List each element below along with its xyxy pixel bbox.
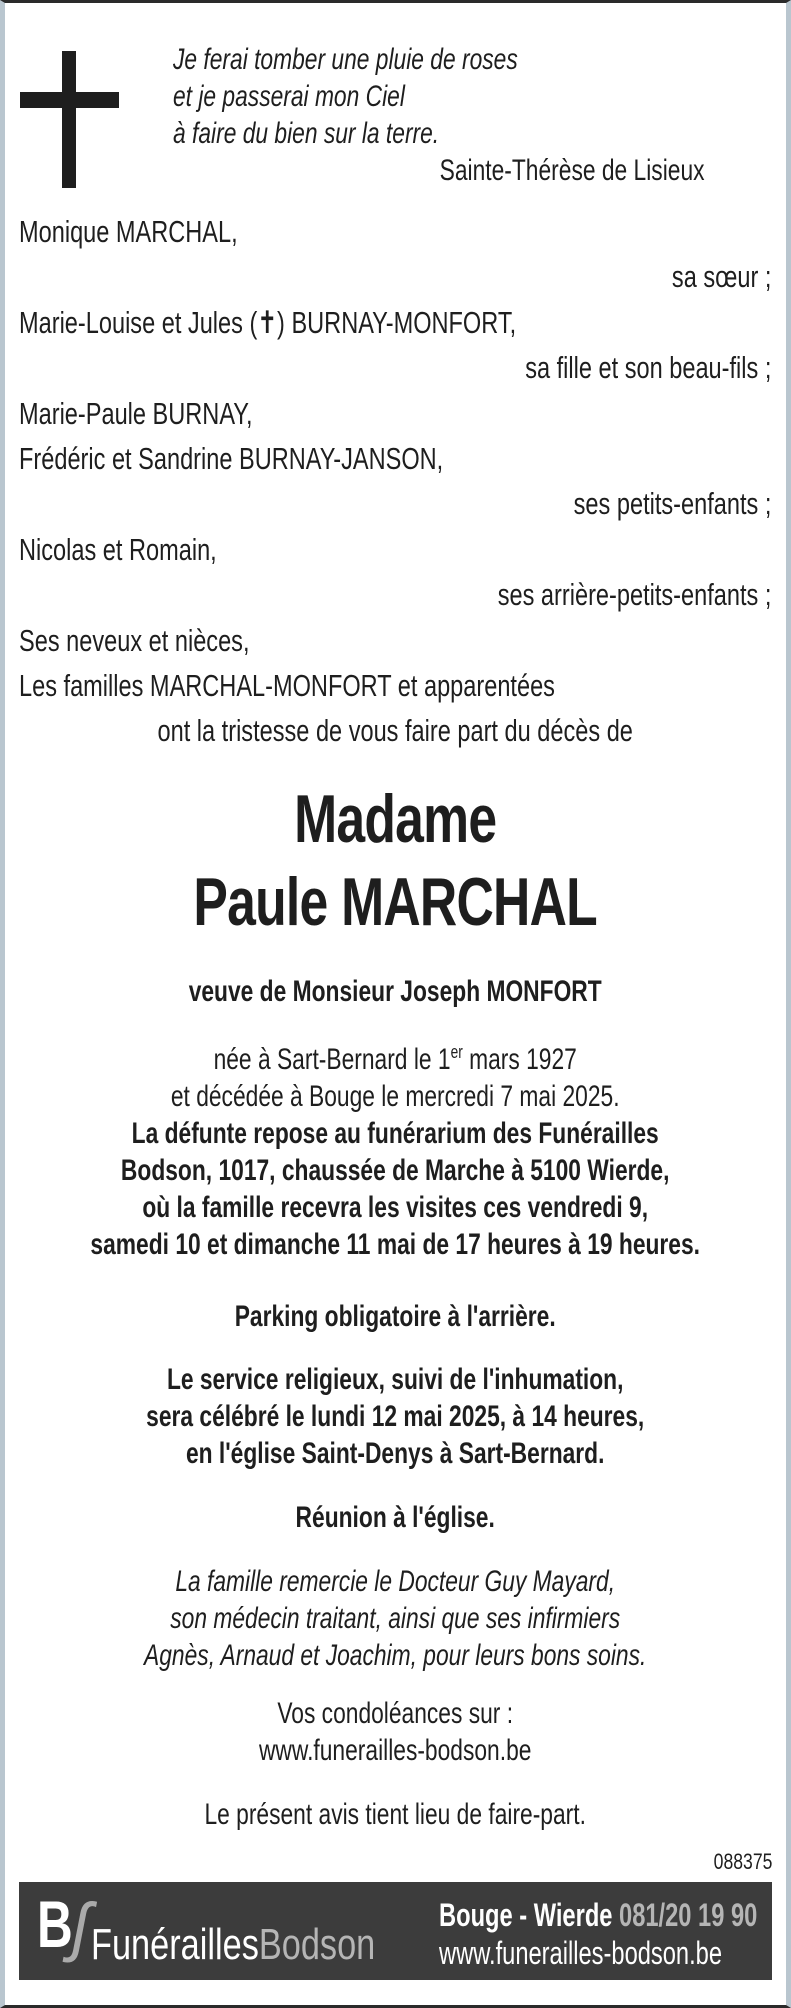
location: Bouge - Wierde [439,1897,613,1933]
family-line: sa sœur ; [671,259,772,295]
service-line: sera célébré le lundi 12 mai 2025, à 14 heures, [146,1400,645,1433]
widow-wrap [19,973,772,1010]
meeting-wrap [19,1499,772,1536]
service-line: en l'église Saint-Denys à Sart-Bernard. [185,1437,605,1470]
service-line: Le service religieux, suivi de l'inhumation, [166,1363,624,1396]
family-line: sa fille et son beau-fils ; [525,350,772,386]
family-line: ses arrière-petits-enfants ; [497,577,772,613]
thanks [19,1563,772,1674]
family-line: ses petits-enfants ; [573,486,772,522]
quote-author-wrap [19,152,772,189]
condolences-label: Vos condoléances sur : [277,1697,514,1730]
quote-line: Je ferai tomber une pluie de roses [173,43,518,76]
family-line: Nicolas et Romain, [19,531,217,567]
condolences [19,1695,772,1769]
birth-line [19,1041,771,1078]
visitation-line: Bodson, 1017, chaussée de Marche à 5100 Wierde, [120,1154,670,1187]
brand-name [91,1920,375,1970]
thanks-line: son médecin traitant, ainsi que ses infirmiers [170,1602,621,1635]
service [19,1361,772,1472]
notice-wrap [19,1796,772,1833]
birth-sup: er [450,1042,463,1062]
thanks-line: Agnès, Arnaud et Joachim, pour leurs bons soins. [144,1639,647,1672]
family-list [19,209,772,754]
family-line: Ses neveux et nièces, [19,622,250,658]
quote-line: à faire du bien sur la terre. [173,117,440,150]
quote-author: Sainte-Thérèse de Lisieux [439,154,705,187]
quote-line: et je passerai mon Ciel [173,80,405,113]
deceased-name [19,778,772,944]
meeting-note: Réunion à l'église. [295,1501,495,1534]
website-link[interactable]: www.funerailles-bodson.be [439,1935,723,1971]
birth-date: mars 1927 [462,1043,577,1076]
death-line: et décédée à Bouge le mercredi 7 mai 2025. [170,1080,620,1113]
phone[interactable]: 081/20 19 90 [619,1897,758,1933]
contact [439,1896,757,1972]
deceased-full-name: Paule MARCHAL [193,864,597,940]
family-line: Frédéric et Sandrine BURNAY-JANSON, [19,441,444,477]
family-line: Marie-Louise et Jules (✝) BURNAY-MONFORT, [19,304,517,340]
reference-number: 088375 [713,1849,772,1874]
deceased-title: Madame [294,781,497,857]
condolences-link[interactable]: www.funerailles-bodson.be [258,1734,532,1767]
quote [173,41,733,152]
parking-note: Parking obligatoire à l'arrière. [234,1300,556,1333]
logo-swirl-icon: ʃ [71,1889,91,1963]
brand-b: Bodson [258,1920,376,1969]
notice: Le présent avis tient lieu de faire-part. [204,1798,586,1831]
family-line: Les familles MARCHAL-MONFORT et apparentées [19,668,555,704]
parking-wrap [19,1298,772,1335]
dates [19,1041,772,1263]
birth-text: née à Sart-Bernard le 1 [213,1043,451,1076]
widow-of: veuve de Monsieur Joseph MONFORT [188,975,602,1008]
visitation-line: La défunte repose au funérarium des Funérailles [131,1117,659,1150]
visitation-line: samedi 10 et dimanche 11 mai de 17 heures à 19 heures. [90,1228,700,1261]
family-line: Marie-Paule BURNAY, [19,395,253,431]
family-line: ont la tristesse de vous faire part du décès de [157,713,633,749]
brand-a: Funérailles [91,1920,259,1969]
footer-banner [19,1882,772,1980]
thanks-line: La famille remercie le Docteur Guy Mayard, [175,1565,616,1598]
logo-mark: B [37,1887,73,1961]
visitation-line: où la famille recevra les visites ces vendredi 9, [142,1191,649,1224]
family-line: Monique MARCHAL, [19,214,238,249]
